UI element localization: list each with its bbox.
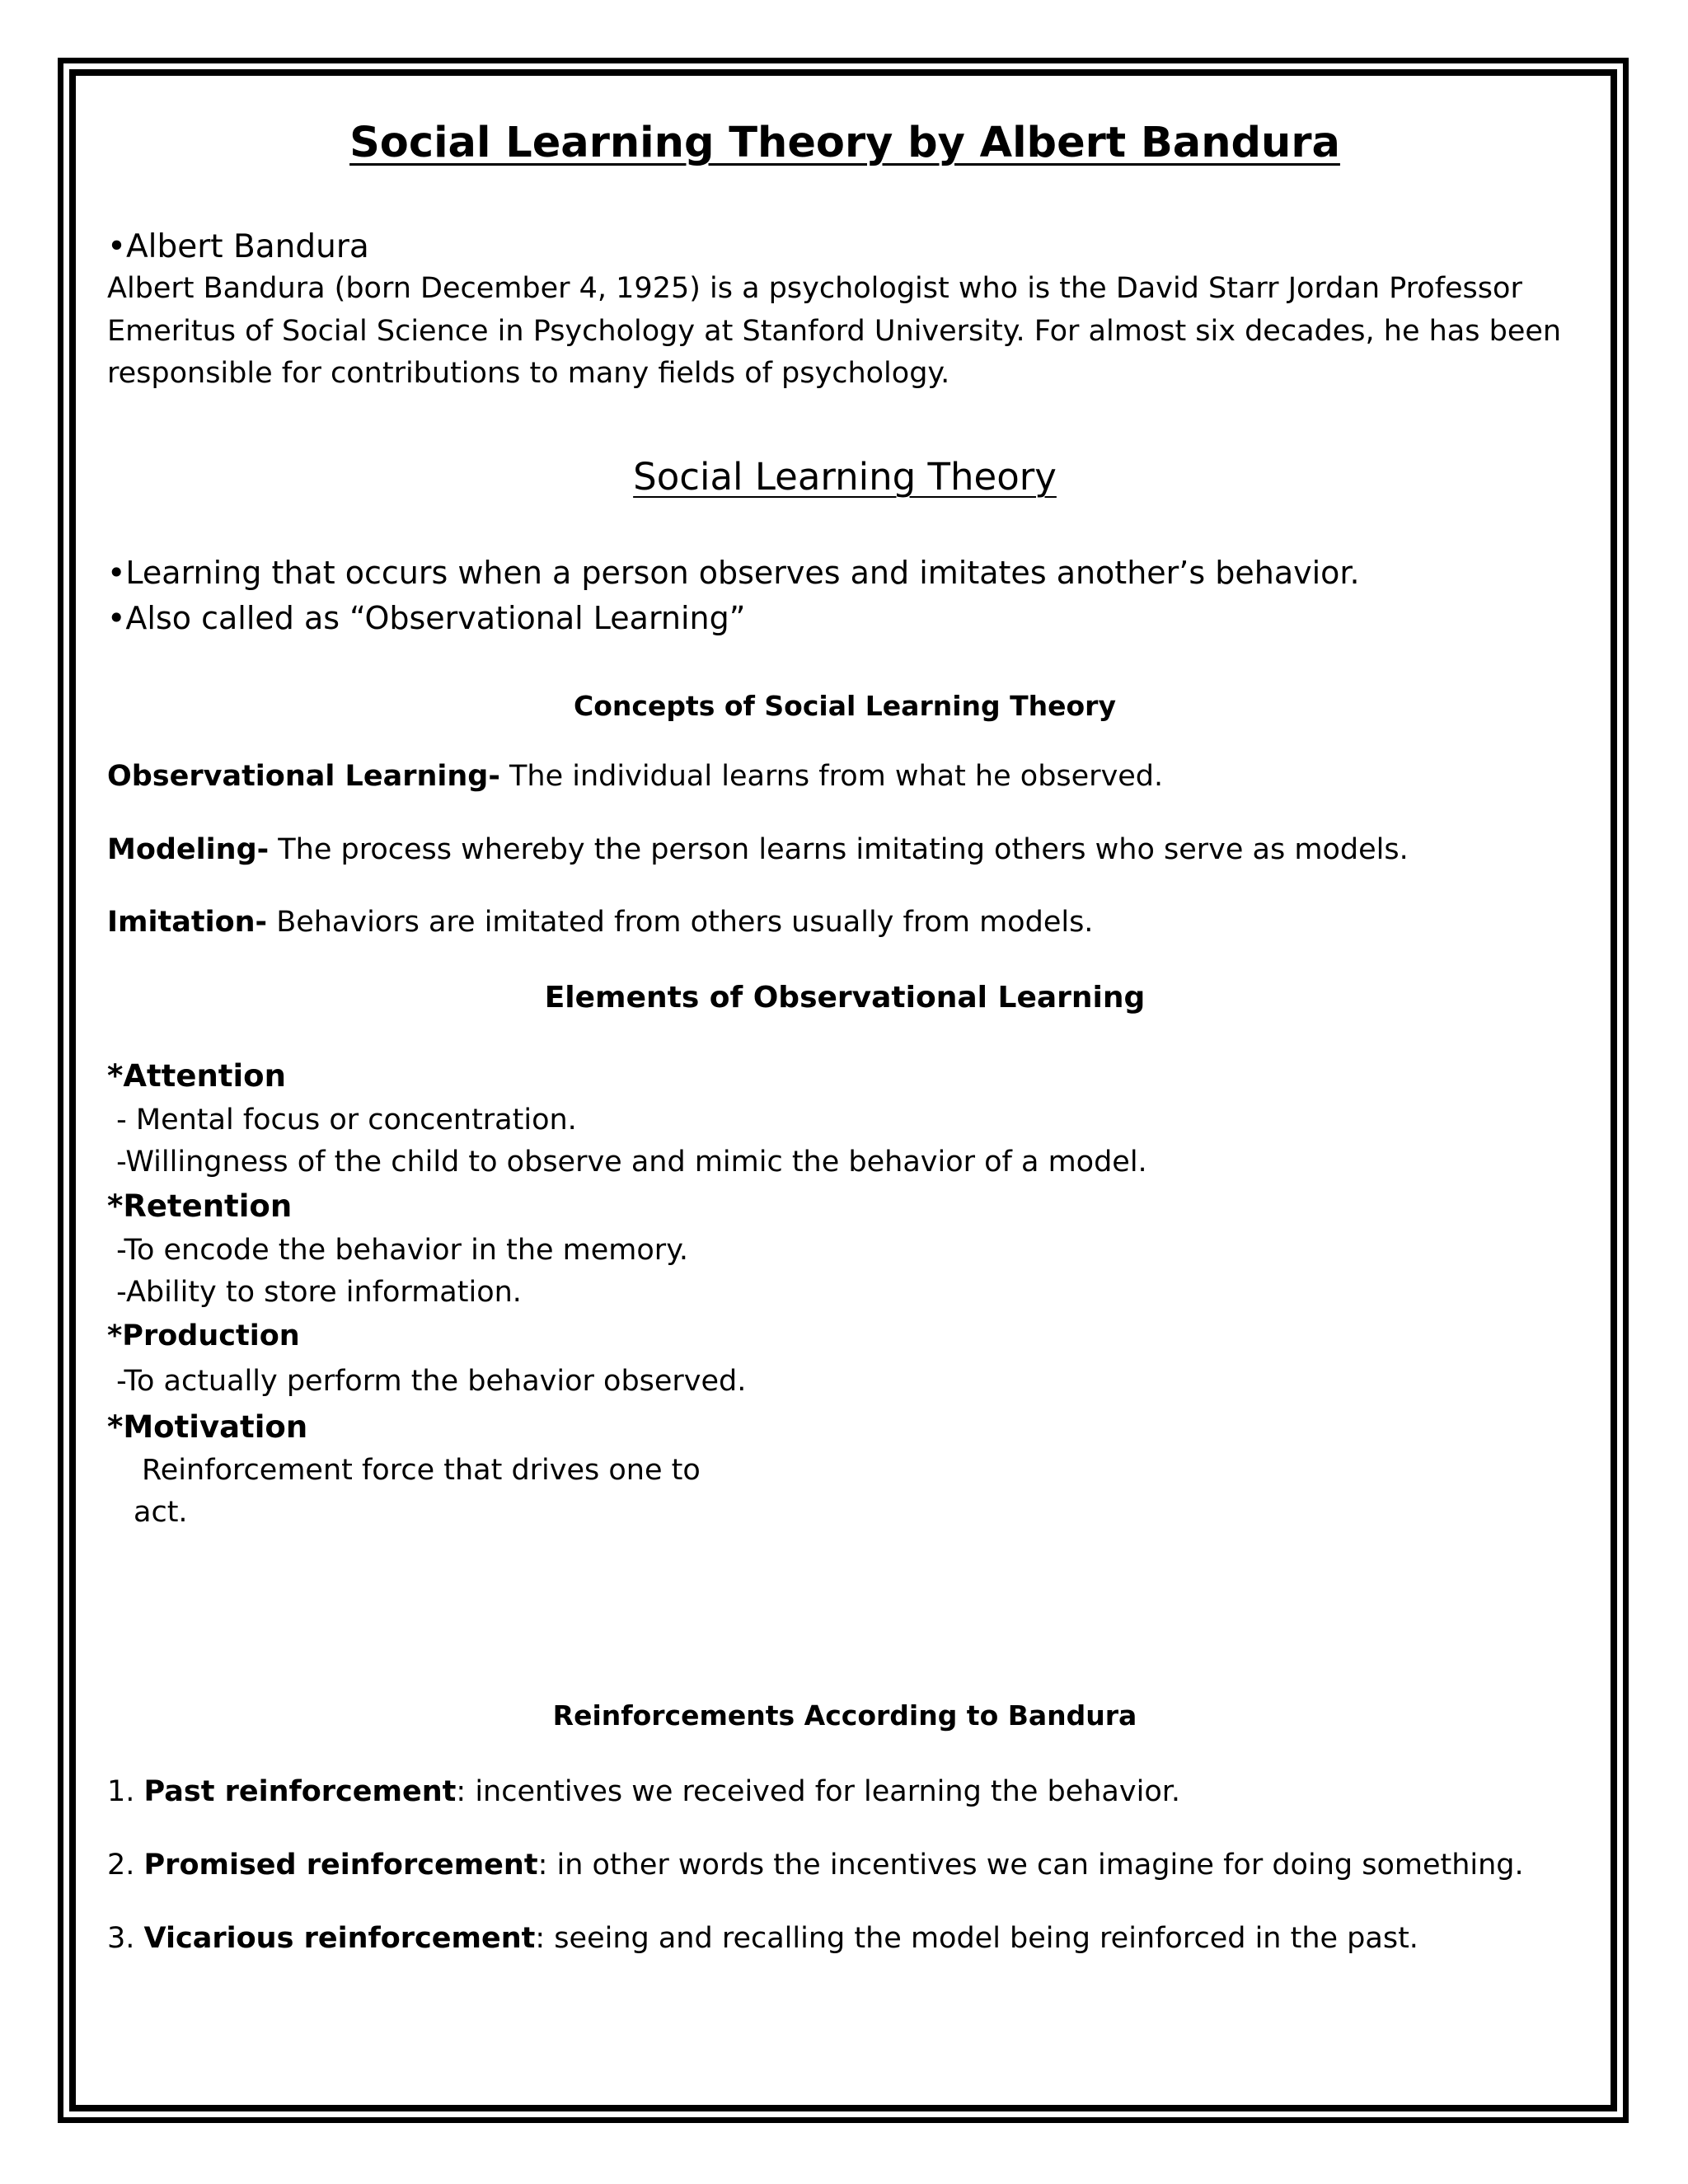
section-heading-elements: Elements of Observational Learning — [544, 981, 1146, 1015]
slt-bullet: •Also called as “Observational Learning” — [107, 600, 746, 636]
concept-term: Observational Learning- — [107, 760, 500, 793]
bio-line: Emeritus of Social Science in Psychology at Stanford University. For almost six decades, he has been — [107, 315, 1562, 348]
element-detail: act. — [134, 1496, 188, 1529]
reinforcement-text: : seeing and recalling the model being reinforced in the past. — [535, 1922, 1418, 1955]
element-detail: -To encode the behavior in the memory. — [107, 1234, 689, 1267]
reinforcement-term: Past reinforcement — [143, 1775, 457, 1808]
concept-text: Behaviors are imitated from others usually from models. — [267, 906, 1094, 939]
reinforcement-text: : incentives we received for learning the behavior. — [456, 1775, 1181, 1808]
element-label-motivation: *Motivation — [107, 1409, 308, 1445]
concept-item — [107, 908, 1093, 937]
element-label-attention: *Attention — [107, 1058, 286, 1094]
reinforcement-term: Vicarious reinforcement — [143, 1922, 536, 1955]
reinforcement-item — [107, 1775, 1181, 1808]
reinforcement-item — [107, 1924, 1418, 1953]
bio-line: responsible for contributions to many fields of psychology. — [107, 357, 950, 390]
element-detail: -Willingness of the child to observe and mimic the behavior of a model. — [107, 1146, 1147, 1179]
reinforcement-term: Promised reinforcement — [143, 1849, 538, 1882]
concept-term: Imitation- — [107, 906, 268, 939]
concept-text: The process whereby the person learns imitating others who serve as models. — [269, 833, 1409, 866]
element-detail: -To actually perform the behavior observed. — [107, 1365, 747, 1398]
reinforcement-number: 1. — [107, 1775, 144, 1808]
slt-bullet: •Learning that occurs when a person observes and imitates another’s behavior. — [107, 555, 1360, 591]
reinforcement-item — [107, 1851, 1524, 1880]
bio-line: Albert Bandura (born December 4, 1925) is a psychologist who is the David Starr Jordan Professor — [107, 272, 1522, 305]
section-heading-slt: Social Learning Theory — [633, 455, 1057, 499]
section-heading-reinforcements: Reinforcements According to Bandura — [552, 1699, 1137, 1732]
element-label-production: *Production — [107, 1319, 300, 1352]
concept-item — [107, 833, 1409, 866]
bio-bullet: •Albert Bandura — [107, 228, 369, 265]
reinforcement-number: 3. — [107, 1922, 144, 1955]
section-heading-concepts: Concepts of Social Learning Theory — [574, 690, 1116, 722]
concept-item — [107, 762, 1163, 791]
reinforcement-text: : in other words the incentives we can imagine for doing something. — [537, 1849, 1524, 1882]
concept-text: The individual learns from what he observed. — [499, 760, 1164, 793]
element-detail: - Mental focus or concentration. — [107, 1104, 577, 1137]
reinforcement-number: 2. — [107, 1849, 144, 1882]
element-label-retention: *Retention — [107, 1188, 293, 1224]
element-detail: -Ability to store information. — [107, 1276, 522, 1309]
element-detail: Reinforcement force that drives one to — [142, 1454, 701, 1487]
page-title: Social Learning Theory by Albert Bandura — [349, 119, 1340, 167]
concept-term: Modeling- — [107, 833, 270, 866]
